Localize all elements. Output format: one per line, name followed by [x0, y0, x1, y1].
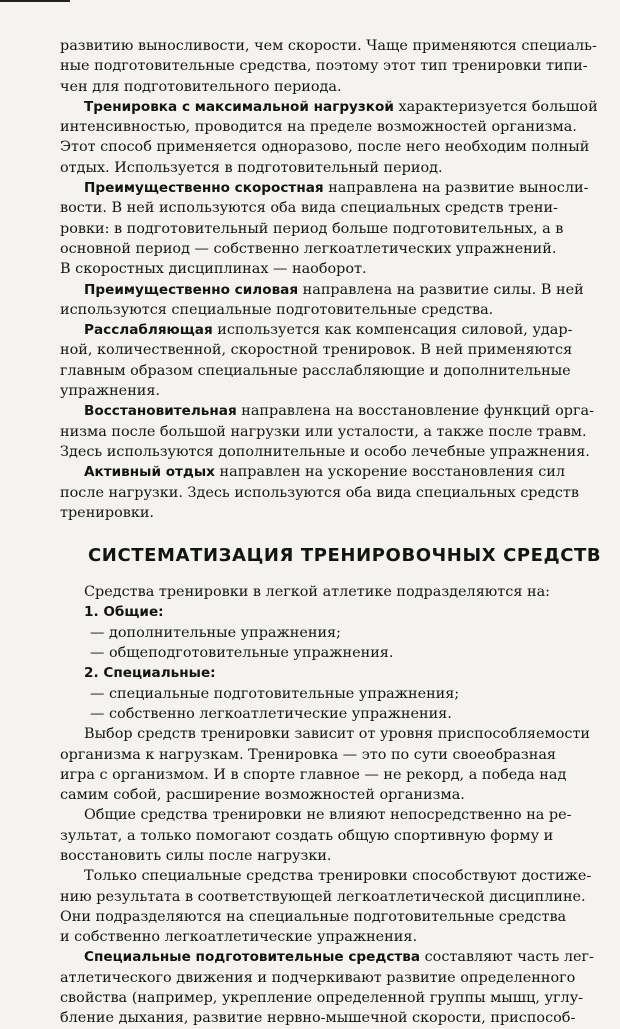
- paragraph-choice: [60, 724, 620, 805]
- paragraph-prep-means: [60, 947, 620, 1028]
- text-fragment: направлена на развитие выносли-: [323, 180, 589, 197]
- text-line: чен для подготовительного периода.: [60, 78, 342, 95]
- list-item: — дополнительные упражнения;: [90, 624, 341, 641]
- text-line: восстановить силы после нагрузки.: [60, 847, 332, 864]
- term-relax: Расслабляющая: [84, 322, 213, 339]
- text-line: Выбор средств тренировки зависит от уровня приспособляемости: [84, 726, 590, 743]
- section-heading: СИСТЕМАТИЗАЦИЯ ТРЕНИРОВОЧНЫХ СРЕДСТВ: [88, 545, 602, 567]
- text-line: отдых. Используется в подготовительный период.: [60, 159, 443, 176]
- text-fragment: направлена на восстановление функций орга-: [236, 403, 594, 420]
- list-item: — специальные подготовительные упражнения;: [90, 685, 460, 702]
- paragraph-power: [60, 280, 620, 321]
- text-line: ные подготовительные средства, поэтому этот тип тренировки типи-: [60, 58, 588, 75]
- paragraph-top: [60, 36, 620, 97]
- text-line: Общие средства тренировки не влияют непосредственно на ре-: [84, 807, 572, 824]
- paragraph-restore: [60, 401, 620, 462]
- paragraph-special-means: [60, 866, 620, 947]
- text-line: ровки: в подготовительный период больше подготовительных, а в: [60, 220, 564, 237]
- text-line: используются специальные подготовительные средства.: [60, 301, 494, 318]
- text-line: [60, 462, 620, 482]
- text-line: [60, 178, 620, 198]
- text-line: атлетического движения и подчеркивают развитие определенного: [60, 969, 576, 986]
- top-rule: [0, 0, 70, 2]
- text-line: Они подразделяются на специальные подготовительные средства: [60, 908, 567, 925]
- text-fragment: направлена на развитие силы. В ней: [298, 281, 584, 298]
- paragraph-relax: [60, 320, 620, 401]
- paragraph-general-means: [60, 805, 620, 866]
- text-line: самим собой, расширение возможностей организма.: [60, 787, 465, 804]
- paragraph-max-load: [60, 97, 620, 178]
- term-speed: Преимущественно скоростная: [84, 180, 324, 197]
- list-title-special: 2. Специальные:: [84, 665, 216, 682]
- text-line: тренировки.: [60, 504, 155, 521]
- text-fragment: характеризуется большой: [393, 98, 598, 115]
- text-line: [60, 401, 620, 421]
- list-item: — собственно легкоатлетические упражнения.: [90, 705, 452, 722]
- list-title-general: 1. Общие:: [84, 604, 164, 621]
- text-line: интенсивностью, проводится на пределе возможностей организма.: [60, 119, 577, 136]
- text-line: бление дыхания, развитие нервно-мышечной скорости, приспособ-: [60, 1010, 576, 1027]
- text-line: Средства тренировки в легкой атлетике подразделяются на:: [84, 584, 550, 601]
- text-line: игра с организмом. И в спорте главное — не рекорд, а победа над: [60, 766, 567, 783]
- text-line: [60, 97, 620, 117]
- paragraph-intro: [60, 582, 620, 724]
- term-max-load: Тренировка с максимальной нагрузкой: [84, 98, 394, 115]
- text-line: низма после большой нагрузки или усталости, а также после травм.: [60, 423, 587, 440]
- text-line: [60, 320, 620, 340]
- term-power: Преимущественно силовая: [84, 281, 299, 298]
- term-active-rest: Активный отдых: [84, 464, 215, 481]
- text-line: нию результата в соответствующей легкоатлетической дисциплине.: [60, 888, 586, 905]
- text-line: Этот способ применяется одноразово, после него необходим полный: [60, 139, 590, 156]
- text-line: [60, 280, 620, 300]
- text-line: главным образом специальные расслабляющие и дополнительные: [60, 362, 571, 379]
- text-line: свойства (например, укрепление определенной группы мышц, углу-: [60, 990, 584, 1007]
- text-line: зультат, а только помогают создать общую спортивную форму и: [60, 827, 554, 844]
- text-fragment: направлен на ускорение восстановления сил: [214, 464, 566, 481]
- text-line: упражнения.: [60, 383, 161, 400]
- text-fragment: используется как компенсация силовой, удар-: [212, 322, 573, 339]
- text-line: основной период — собственно легкоатлетических упражнений.: [60, 240, 557, 257]
- text-line: вости. В ней используются оба вида специальных средств трени-: [60, 200, 558, 217]
- term-prep-means: Специальные подготовительные средства: [84, 949, 421, 966]
- text-line: развитию выносливости, чем скорости. Чаще применяются специаль-: [60, 38, 597, 54]
- text-line: В скоростных дисциплинах — наоборот.: [60, 261, 367, 278]
- text-line: Только специальные средства тренировки способствуют достиже-: [84, 868, 592, 885]
- text-line: [60, 947, 620, 967]
- text-line: организма к нагрузкам. Тренировка — это по сути своеобразная: [60, 746, 556, 763]
- text-line: после нагрузки. Здесь используются оба вида специальных средств: [60, 484, 579, 501]
- paragraph-active-rest: [60, 462, 620, 523]
- paragraph-speed: [60, 178, 620, 279]
- text-line: и собственно легкоатлетические упражнения.: [60, 929, 418, 946]
- text-fragment: составляют часть лег-: [420, 949, 594, 966]
- text-line: ной, количественной, скоростной тренировок. В ней применяются: [60, 342, 573, 359]
- list-item: — общеподготовительные упражнения.: [90, 645, 394, 662]
- text-line: Здесь используются дополнительные и особо лечебные упражнения.: [60, 443, 590, 460]
- term-restore: Восстановительная: [84, 403, 237, 420]
